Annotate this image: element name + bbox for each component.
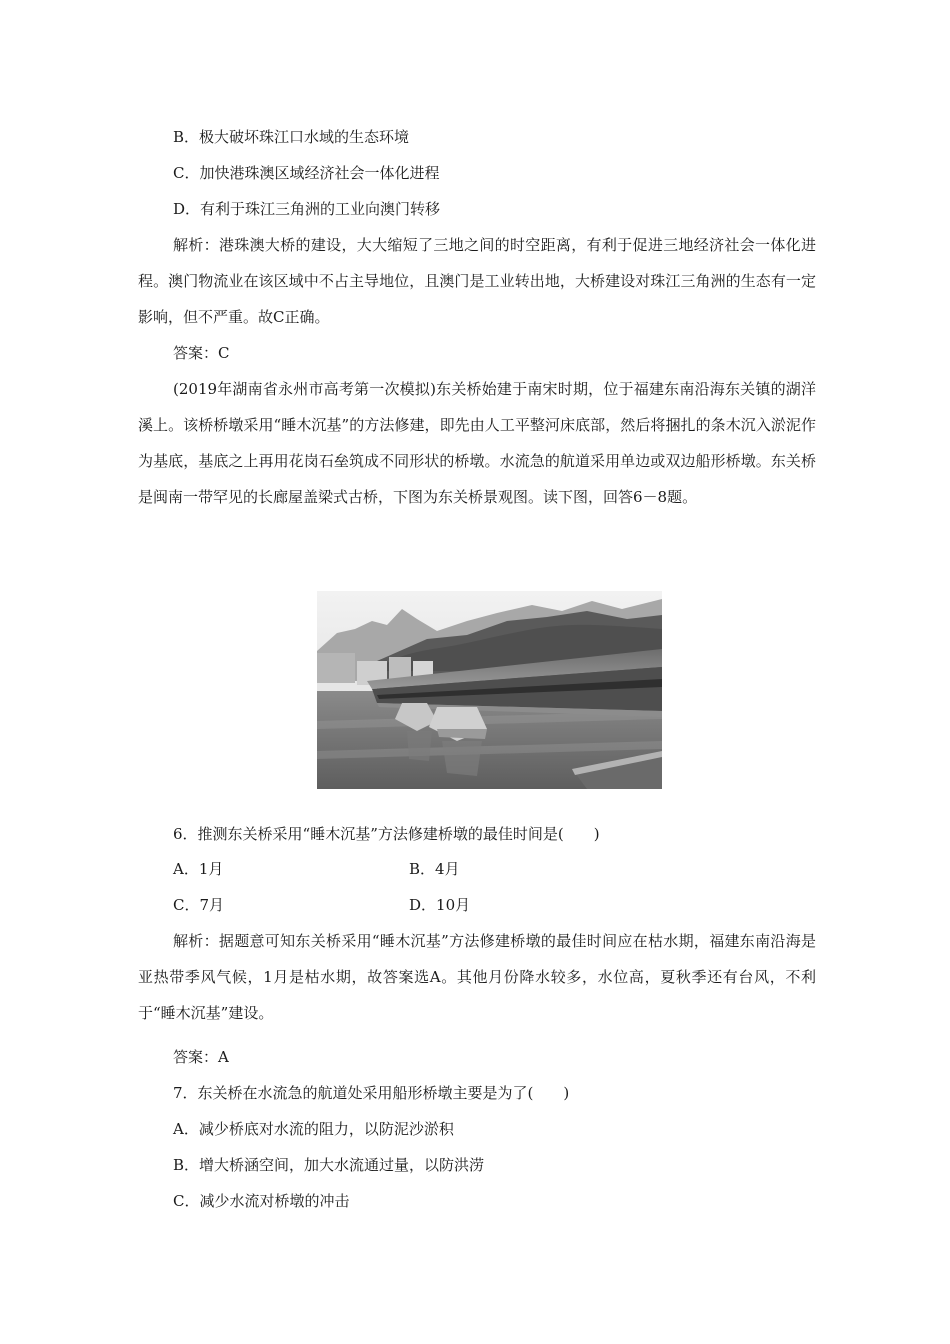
q5-answer: 答案：C [173, 344, 230, 362]
q6-option-a: A．1月 [173, 860, 224, 878]
q5-option-b: B．极大破坏珠江口水域的生态环境 [173, 128, 410, 146]
q5-option-d: D．有利于珠江三角洲的工业向澳门转移 [173, 200, 441, 218]
q7-option-a: A．减少桥底对水流的阻力，以防泥沙淤积 [173, 1120, 454, 1138]
passage-text: (2019年湖南省永州市高考第一次模拟)东关桥始建于南宋时期，位于福建东南沿海东关镇的湖洋溪上。该桥桥墩采用“睡木沉基”的方法修建，即先由人工平整河床底部，然后将捆扎的条木沉入淤泥作为基底，基底之上再用花岗石垒筑成不同形状的桥墩。水流急的航道采用单边或双边船形桥墩。东关桥是闽南一带罕见的长廊屋盖梁式古桥，下图为东关桥景观图。读下图，回答6－8题。 [138, 380, 816, 506]
q6-stem: 6．推测东关桥采用“睡木沉基”方法修建桥墩的最佳时间是( ) [173, 825, 600, 843]
q5-analysis: 解析：港珠澳大桥的建设，大大缩短了三地之间的时空距离，有利于促进三地经济社会一体化进程。澳门物流业在该区域中不占主导地位，且澳门是工业转出地，大桥建设对珠江三角洲的生态有一定影响，但不严重。故C正确。 [138, 236, 816, 326]
q6-answer: 答案：A [173, 1048, 229, 1066]
q5-option-c: C．加快港珠澳区域经济社会一体化进程 [173, 164, 440, 182]
q7-option-c: C．减少水流对桥墩的冲击 [173, 1192, 350, 1210]
q6-analysis: 解析：据题意可知东关桥采用“睡木沉基”方法修建桥墩的最佳时间应在枯水期，福建东南沿海是亚热带季风气候，1月是枯水期，故答案选A。其他月份降水较多，水位高，夏秋季还有台风，不利于“睡木沉基”建设。 [138, 932, 816, 1022]
bridge-photo [317, 591, 662, 789]
q6-option-b: B．4月 [409, 860, 460, 878]
q7-stem: 7．东关桥在水流急的航道处采用船形桥墩主要是为了( ) [173, 1084, 570, 1102]
q6-option-c: C．7月 [173, 896, 225, 914]
q6-option-d: D．10月 [409, 896, 471, 914]
q7-option-b: B．增大桥涵空间，加大水流通过量，以防洪涝 [173, 1156, 485, 1174]
